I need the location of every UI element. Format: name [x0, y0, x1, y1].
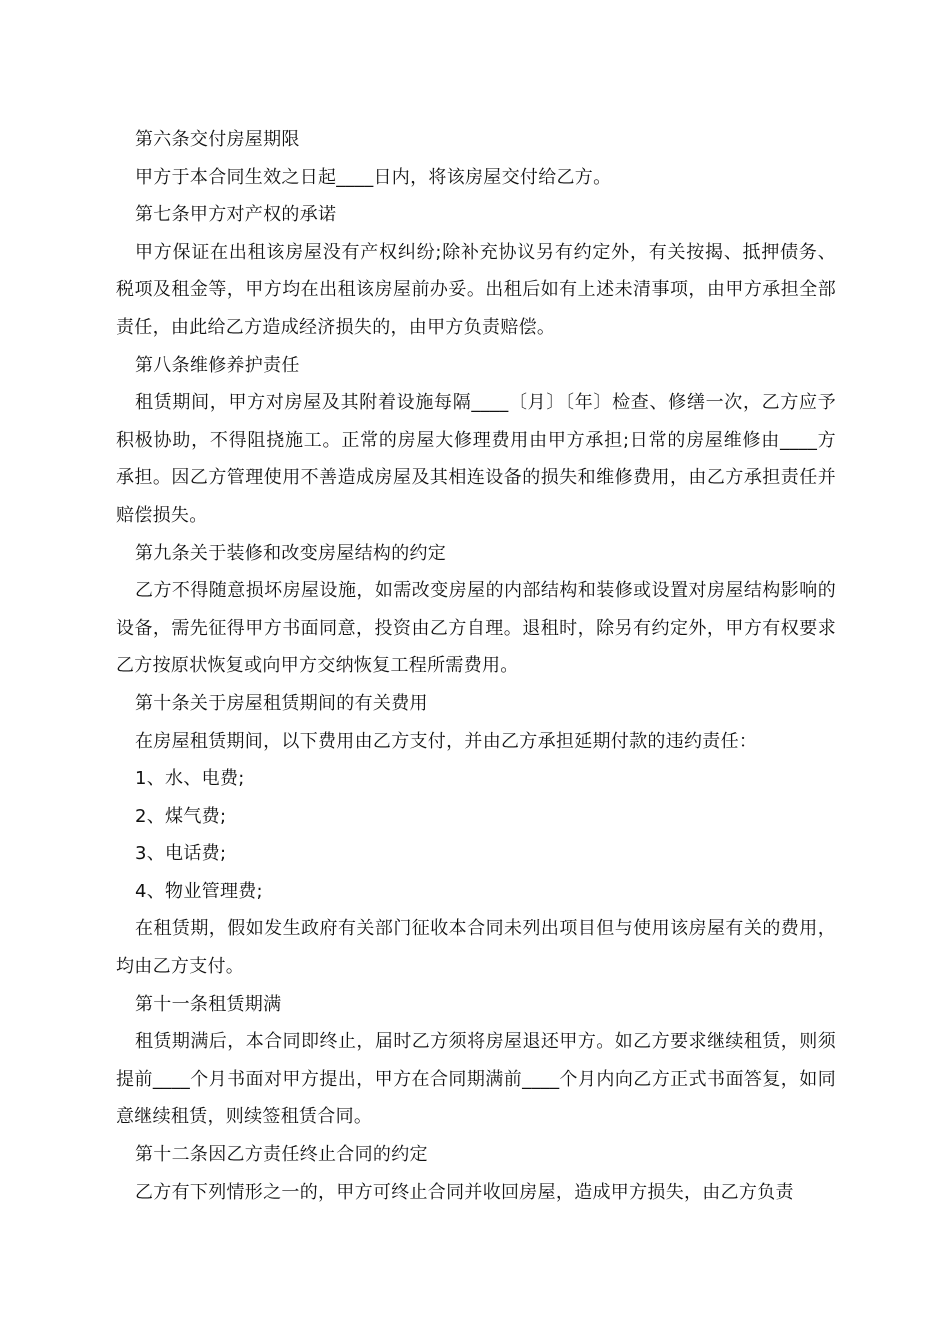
article-10-heading: 第十条关于房屋租赁期间的有关费用	[135, 692, 428, 714]
article-8-text: 租赁期间，甲方对房屋及其附着设施每隔____〔月〕〔年〕检查、修缮一次，乙方应予积极协助，不得阻挠施工。正常的房屋大修理费用由甲方承担;日常的房屋维修由____方承担。因乙方管理使用不善造成房屋及其相连设备的损失和维修费用，由乙方承担责任并赔偿损失。	[116, 392, 836, 526]
article-12-text: 乙方有下列情形之一的，甲方可终止合同并收回房屋，造成甲方损失，由乙方负责	[135, 1181, 794, 1203]
article-10-text: 在租赁期，假如发生政府有关部门征收本合同未列出项目但与使用该房屋有关的费用，均由乙方支付。	[116, 918, 836, 978]
article-7-text: 甲方保证在出租该房屋没有产权纠纷;除补充协议另有约定外，有关按揭、抵押债务、税项及租金等，甲方均在出租该房屋前办妥。出租后如有上述未清事项，由甲方承担全部责任，由此给乙方造成经济损失的，由甲方负责赔偿。	[116, 241, 836, 338]
article-11-text: 租赁期满后，本合同即终止，届时乙方须将房屋退还甲方。如乙方要求继续租赁，则须提前____个月书面对甲方提出，甲方在合同期满前____个月内向乙方正式书面答复，如同意继续租赁，则续签租赁合同。	[116, 1031, 836, 1128]
list-item: 1、水、电费;	[135, 768, 245, 790]
article-9-heading: 第九条关于装修和改变房屋结构的约定	[135, 542, 447, 564]
list-item: 2、煤气费;	[135, 805, 227, 827]
article-6-text: 甲方于本合同生效之日起____日内，将该房屋交付给乙方。	[135, 166, 612, 188]
article-9-text: 乙方不得随意损坏房屋设施，如需改变房屋的内部结构和装修或设置对房屋结构影响的设备，需先征得甲方书面同意，投资由乙方自理。退租时，除另有约定外，甲方有权要求乙方按原状恢复或向甲方交纳恢复工程所需费用。	[116, 580, 836, 677]
list-item: 4、物业管理费;	[135, 880, 263, 902]
article-8-heading: 第八条维修养护责任	[135, 354, 300, 376]
document-body	[116, 121, 836, 1211]
list-item: 3、电话费;	[135, 843, 227, 865]
article-7-heading: 第七条甲方对产权的承诺	[135, 204, 337, 226]
article-12-heading: 第十二条因乙方责任终止合同的约定	[135, 1144, 428, 1166]
article-11-heading: 第十一条租赁期满	[135, 993, 282, 1015]
article-6-heading: 第六条交付房屋期限	[135, 129, 300, 150]
article-10-intro: 在房屋租赁期间，以下费用由乙方支付，并由乙方承担延期付款的违约责任：	[135, 730, 758, 752]
